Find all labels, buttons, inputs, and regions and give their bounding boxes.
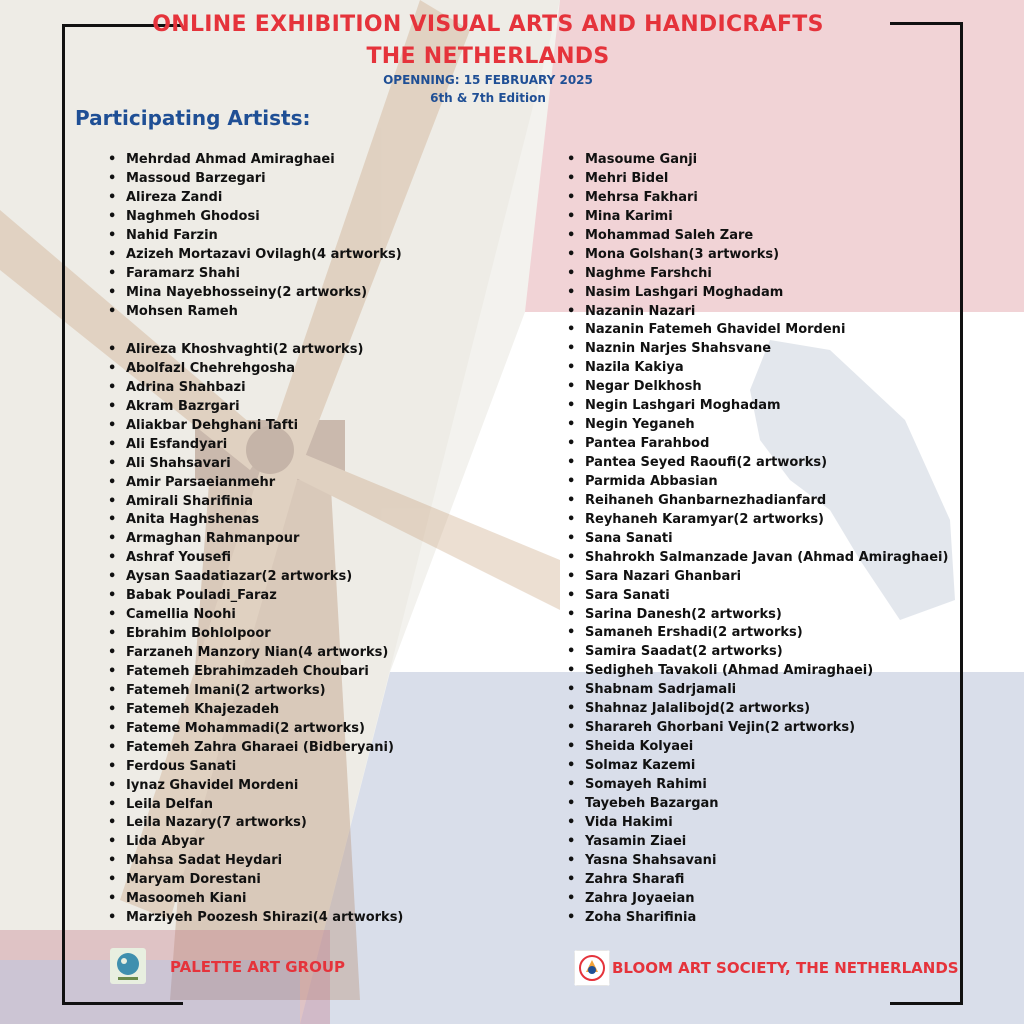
artist-list-item: • Fatemeh Khajezadeh bbox=[108, 701, 403, 720]
artist-list-item: • Maryam Dorestani bbox=[108, 871, 403, 890]
artist-list-item: • Camellia Noohi bbox=[108, 606, 403, 625]
artist-list-item: • Mehri Bidel bbox=[567, 170, 948, 189]
artist-list-item: • Zahra Joyaeian bbox=[567, 890, 948, 909]
artist-list-item: • Nazanin Fatemeh Ghavidel Mordeni bbox=[567, 321, 948, 340]
artist-list-item: • Ebrahim Bohlolpoor bbox=[108, 625, 403, 644]
artist-list-item: • Ferdous Sanati bbox=[108, 758, 403, 777]
edition-label: 6th & 7th Edition bbox=[430, 91, 546, 105]
artist-list-item: • Armaghan Rahmanpour bbox=[108, 530, 403, 549]
artist-list-item: • Iynaz Ghavidel Mordeni bbox=[108, 777, 403, 796]
artist-list-item: • Sana Sanati bbox=[567, 530, 948, 549]
artist-list-item: • Lida Abyar bbox=[108, 833, 403, 852]
artist-list-item: • Anita Haghshenas bbox=[108, 511, 403, 530]
artist-list-item: • Leila Nazary(7 artworks) bbox=[108, 814, 403, 833]
artist-list-item: • Leila Delfan bbox=[108, 796, 403, 815]
palette-art-group-logo bbox=[110, 948, 146, 984]
artist-list-item: • Parmida Abbasian bbox=[567, 473, 948, 492]
artist-list-item: • Abolfazl Chehrehgosha bbox=[108, 360, 403, 379]
artist-list-item: • Sheida Kolyaei bbox=[567, 738, 948, 757]
artist-list-item: • Amirali Sharifinia bbox=[108, 493, 403, 512]
artist-list-item: • Nazila Kakiya bbox=[567, 359, 948, 378]
artist-list-item: • Massoud Barzegari bbox=[108, 170, 402, 189]
artist-list-item: • Sara Sanati bbox=[567, 587, 948, 606]
participating-artists-heading: Participating Artists: bbox=[75, 106, 311, 130]
artist-list-item: • Negin Yeganeh bbox=[567, 416, 948, 435]
artist-list-item: • Mehrsa Fakhari bbox=[567, 189, 948, 208]
artist-list-item: • Fatemeh Zahra Gharaei (Bidberyani) bbox=[108, 739, 403, 758]
artist-list-item: • Alireza Khoshvaghti(2 artworks) bbox=[108, 341, 403, 360]
artist-list-item: • Mehrdad Ahmad Amiraghaei bbox=[108, 151, 402, 170]
artist-list-item: • Masoomeh Kiani bbox=[108, 890, 403, 909]
artist-list-item: • Reyhaneh Karamyar(2 artworks) bbox=[567, 511, 948, 530]
artist-list-item: • Aliakbar Dehghani Tafti bbox=[108, 417, 403, 436]
artist-list-column2 bbox=[567, 151, 948, 927]
artist-list-item: • Shabnam Sadrjamali bbox=[567, 681, 948, 700]
artist-list-column1-group1 bbox=[108, 151, 402, 321]
artist-list-item: • Shahnaz Jalalibojd(2 artworks) bbox=[567, 700, 948, 719]
artist-list-item: • Nazanin Nazari bbox=[567, 303, 948, 322]
artist-list-item: • Zoha Sharifinia bbox=[567, 909, 948, 928]
artist-list-item: • Zahra Sharafi bbox=[567, 871, 948, 890]
artist-list-item: • Somayeh Rahimi bbox=[567, 776, 948, 795]
artist-list-item: • Vida Hakimi bbox=[567, 814, 948, 833]
artist-list-item: • Mahsa Sadat Heydari bbox=[108, 852, 403, 871]
artist-list-item: • Nahid Farzin bbox=[108, 227, 402, 246]
artist-list-item: • Mina Nayebhosseiny(2 artworks) bbox=[108, 284, 402, 303]
bloom-art-society-logo bbox=[574, 950, 610, 986]
artist-list-item: • Marziyeh Poozesh Shirazi(4 artworks) bbox=[108, 909, 403, 928]
artist-list-item: • Pantea Farahbod bbox=[567, 435, 948, 454]
exhibition-title-line2: THE NETHERLANDS bbox=[366, 44, 610, 69]
artist-list-item: • Fateme Mohammadi(2 artworks) bbox=[108, 720, 403, 739]
artist-list-item: • Faramarz Shahi bbox=[108, 265, 402, 284]
artist-list-item: • Amir Parsaeianmehr bbox=[108, 474, 403, 493]
artist-list-item: • Sharareh Ghorbani Vejin(2 artworks) bbox=[567, 719, 948, 738]
artist-list-item: • Farzaneh Manzory Nian(4 artworks) bbox=[108, 644, 403, 663]
artist-list-item: • Samira Saadat(2 artworks) bbox=[567, 643, 948, 662]
artist-list-item: • Negar Delkhosh bbox=[567, 378, 948, 397]
palette-art-group-name: PALETTE ART GROUP bbox=[170, 958, 346, 976]
artist-list-column1-group2 bbox=[108, 341, 403, 928]
artist-list-item: • Sara Nazari Ghanbari bbox=[567, 568, 948, 587]
artist-list-item: • Mona Golshan(3 artworks) bbox=[567, 246, 948, 265]
artist-list-item: • Aysan Saadatiazar(2 artworks) bbox=[108, 568, 403, 587]
artist-list-item: • Samaneh Ershadi(2 artworks) bbox=[567, 624, 948, 643]
artist-list-item: • Yasamin Ziaei bbox=[567, 833, 948, 852]
artist-list-item: • Naznin Narjes Shahsvane bbox=[567, 340, 948, 359]
artist-list-item: • Babak Pouladi_Faraz bbox=[108, 587, 403, 606]
artist-list-item: • Azizeh Mortazavi Ovilagh(4 artworks) bbox=[108, 246, 402, 265]
bloom-art-society-name: BLOOM ART SOCIETY, THE NETHERLANDS bbox=[612, 959, 959, 977]
artist-list-item: • Mohammad Saleh Zare bbox=[567, 227, 948, 246]
artist-list-item: • Mohsen Rameh bbox=[108, 303, 402, 322]
artist-list-item: • Adrina Shahbazi bbox=[108, 379, 403, 398]
artist-list-item: • Reihaneh Ghanbarnezhadianfard bbox=[567, 492, 948, 511]
artist-list-item: • Nasim Lashgari Moghadam bbox=[567, 284, 948, 303]
artist-list-item: • Naghme Farshchi bbox=[567, 265, 948, 284]
artist-list-item: • Mina Karimi bbox=[567, 208, 948, 227]
exhibition-title-line1: ONLINE EXHIBITION VISUAL ARTS AND HANDICRAFTS bbox=[152, 12, 824, 37]
artist-list-item: • Sedigheh Tavakoli (Ahmad Amiraghaei) bbox=[567, 662, 948, 681]
artist-list-item: • Ali Esfandyari bbox=[108, 436, 403, 455]
artist-list-item: • Sarina Danesh(2 artworks) bbox=[567, 606, 948, 625]
artist-list-item: • Pantea Seyed Raoufi(2 artworks) bbox=[567, 454, 948, 473]
artist-list-item: • Ashraf Yousefi bbox=[108, 549, 403, 568]
artist-list-item: • Solmaz Kazemi bbox=[567, 757, 948, 776]
artist-list-item: • Tayebeh Bazargan bbox=[567, 795, 948, 814]
artist-list-item: • Yasna Shahsavani bbox=[567, 852, 948, 871]
opening-date: OPENNING: 15 FEBRUARY 2025 bbox=[383, 73, 593, 87]
artist-list-item: • Fatemeh Ebrahimzadeh Choubari bbox=[108, 663, 403, 682]
artist-list-item: • Fatemeh Imani(2 artworks) bbox=[108, 682, 403, 701]
artist-list-item: • Negin Lashgari Moghadam bbox=[567, 397, 948, 416]
artist-list-item: • Masoume Ganji bbox=[567, 151, 948, 170]
artist-list-item: • Shahrokh Salmanzade Javan (Ahmad Amiraghaei) bbox=[567, 549, 948, 568]
artist-list-item: • Ali Shahsavari bbox=[108, 455, 403, 474]
artist-list-item: • Akram Bazrgari bbox=[108, 398, 403, 417]
artist-list-item: • Alireza Zandi bbox=[108, 189, 402, 208]
artist-list-item: • Naghmeh Ghodosi bbox=[108, 208, 402, 227]
